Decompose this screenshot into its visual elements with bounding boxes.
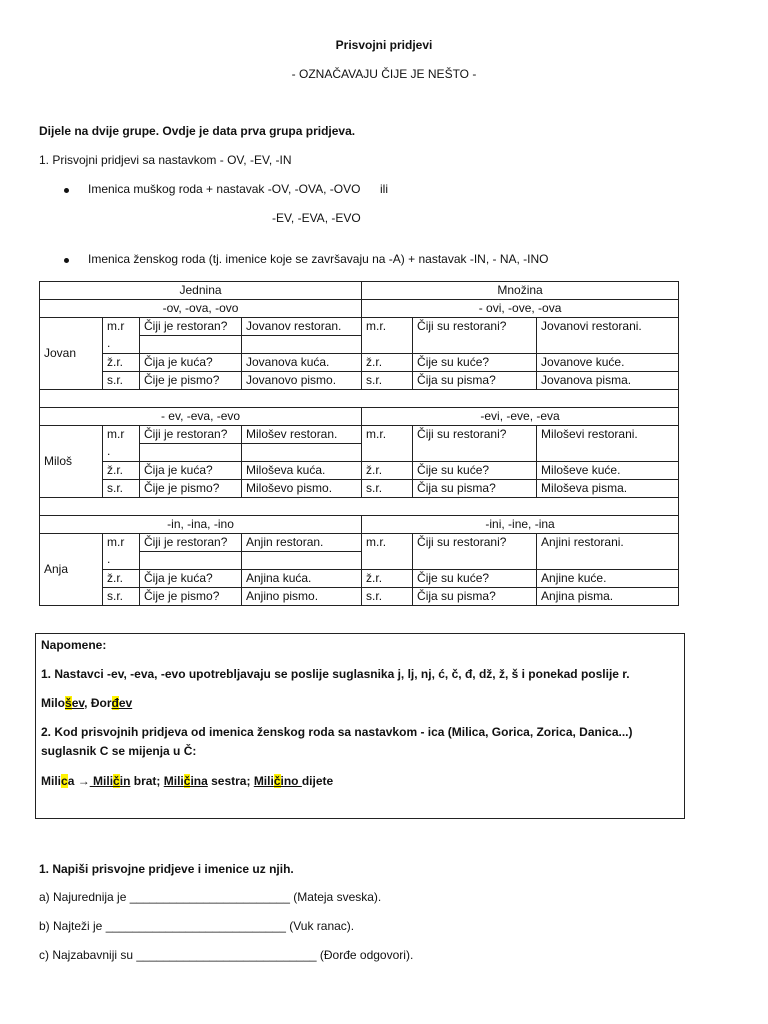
plural-gender-cell: ž.r. bbox=[362, 462, 413, 480]
notes-box bbox=[35, 633, 685, 819]
notes-heading: Napomene: bbox=[41, 638, 107, 652]
question-cell: Čija je kuća? bbox=[140, 354, 242, 372]
suffix-row bbox=[40, 300, 679, 318]
plural-question-cell: Čiji su restorani? bbox=[413, 534, 537, 570]
table-row bbox=[40, 372, 679, 390]
gender-cell: s.r. bbox=[103, 588, 140, 606]
gender-cell: ž.r. bbox=[103, 462, 140, 480]
spacer-row bbox=[40, 498, 679, 516]
singular-suffix: -in, -ina, -ino bbox=[40, 516, 362, 534]
plural-gender-cell: ž.r. bbox=[362, 570, 413, 588]
plural-answer-cell: Miloševi restorani. bbox=[537, 426, 679, 462]
plural-gender-cell: m.r. bbox=[362, 318, 413, 354]
plural-question-cell: Čije su kuće? bbox=[413, 354, 537, 372]
gender-cell: ž.r. bbox=[103, 354, 140, 372]
plural-answer-cell: Miloševe kuće. bbox=[537, 462, 679, 480]
answer-cell: Jovanovo pismo. bbox=[242, 372, 362, 390]
table-row bbox=[40, 588, 679, 606]
table-row bbox=[40, 480, 679, 498]
plural-suffix: - ovi, -ove, -ova bbox=[362, 300, 679, 318]
plural-gender-cell: m.r. bbox=[362, 534, 413, 570]
question-cell: Čiji je restoran? bbox=[140, 426, 242, 444]
plural-gender-cell: s.r. bbox=[362, 588, 413, 606]
exercise-title: 1. Napiši prisvojne pridjeve i imenice uz njih. bbox=[39, 862, 294, 876]
plural-answer-cell: Jovanovi restorani. bbox=[537, 318, 679, 354]
gender-cell: m.r . bbox=[103, 426, 140, 462]
gender-cell: ž.r. bbox=[103, 570, 140, 588]
exercise-c: c) Najzabavniji su ___________________________ (Đorđe odgovori). bbox=[39, 948, 414, 962]
bullet-masculine-alt: -EV, -EVA, -EVO bbox=[272, 211, 361, 225]
table-row bbox=[40, 570, 679, 588]
declension-table bbox=[39, 281, 679, 606]
plural-question-cell: Čija su pisma? bbox=[413, 480, 537, 498]
plural-gender-cell: s.r. bbox=[362, 372, 413, 390]
answer-cell: Jovanov restoran. bbox=[242, 318, 362, 336]
table-row bbox=[40, 354, 679, 372]
singular-suffix: - ev, -eva, -evo bbox=[40, 408, 362, 426]
noun-name: Anja bbox=[40, 534, 103, 606]
question-cell: Čiji je restoran? bbox=[140, 534, 242, 552]
gender-cell: m.r . bbox=[103, 534, 140, 570]
answer-cell: Anjino pismo. bbox=[242, 588, 362, 606]
singular-suffix: -ov, -ova, -ovo bbox=[40, 300, 362, 318]
gender-cell: s.r. bbox=[103, 372, 140, 390]
note-1: 1. Nastavci -ev, -eva, -evo upotrebljavaju se poslije suglasnika j, lj, nj, ć, č, đ, dž, ž, š i ponekad poslije r. bbox=[41, 667, 630, 681]
answer-cell: Jovanova kuća. bbox=[242, 354, 362, 372]
exercise-b: b) Najteži je ___________________________ (Vuk ranac). bbox=[39, 919, 355, 933]
answer-cell: Miloševo pismo. bbox=[242, 480, 362, 498]
answer-cell: Anjina kuća. bbox=[242, 570, 362, 588]
plural-answer-cell: Anjina pisma. bbox=[537, 588, 679, 606]
plural-answer-cell: Jovanova pisma. bbox=[537, 372, 679, 390]
section-heading: 1. Prisvojni pridjevi sa nastavkom - OV, -EV, -IN bbox=[39, 153, 292, 167]
plural-question-cell: Čiji su restorani? bbox=[413, 426, 537, 462]
question-cell: Čija je kuća? bbox=[140, 570, 242, 588]
plural-answer-cell: Anjini restorani. bbox=[537, 534, 679, 570]
table-row bbox=[40, 426, 679, 444]
note-2-line1: 2. Kod prisvojnih pridjeva od imenica ženskog roda sa nastavkom - ica (Milica, Gorica, Zorica, Danica...) bbox=[41, 725, 633, 739]
table-row bbox=[40, 318, 679, 336]
gender-cell: m.r . bbox=[103, 318, 140, 354]
noun-name: Jovan bbox=[40, 318, 103, 390]
noun-name: Miloš bbox=[40, 426, 103, 498]
note-1-example: Milošev, Đorđev bbox=[41, 696, 133, 710]
exercise-a: a) Najurednija je ________________________ (Mateja sveska). bbox=[39, 890, 382, 904]
header-singular: Jednina bbox=[40, 282, 362, 300]
question-cell: Čije je pismo? bbox=[140, 588, 242, 606]
page-subtitle: - OZNAČAVAJU ČIJE JE NEŠTO - bbox=[291, 67, 477, 81]
spacer-row bbox=[40, 390, 679, 408]
bullet-masculine: Imenica muškog roda + nastavak -OV, -OVA, -OVO bbox=[88, 182, 361, 196]
question-cell: Čija je kuća? bbox=[140, 462, 242, 480]
note-2-line2: suglasnik C se mijenja u Č: bbox=[41, 744, 197, 758]
plural-question-cell: Čiji su restorani? bbox=[413, 318, 537, 354]
plural-gender-cell: ž.r. bbox=[362, 354, 413, 372]
arrow-icon: → bbox=[77, 774, 90, 788]
bullet-or: ili bbox=[380, 182, 388, 196]
header-plural: Množina bbox=[362, 282, 679, 300]
suffix-row bbox=[40, 516, 679, 534]
plural-suffix: -ini, -ine, -ina bbox=[362, 516, 679, 534]
question-cell: Čiji je restoran? bbox=[140, 318, 242, 336]
answer-cell: Milošev restoran. bbox=[242, 426, 362, 444]
suffix-row bbox=[40, 408, 679, 426]
table-header-row bbox=[40, 282, 679, 300]
answer-cell: Anjin restoran. bbox=[242, 534, 362, 552]
plural-gender-cell: m.r. bbox=[362, 426, 413, 462]
plural-question-cell: Čija su pisma? bbox=[413, 372, 537, 390]
question-cell: Čije je pismo? bbox=[140, 480, 242, 498]
plural-question-cell: Čije su kuće? bbox=[413, 570, 537, 588]
bullet-dot bbox=[64, 258, 69, 263]
table-row bbox=[40, 534, 679, 552]
plural-suffix: -evi, -eve, -eva bbox=[362, 408, 679, 426]
answer-cell: Miloševa kuća. bbox=[242, 462, 362, 480]
gender-cell: s.r. bbox=[103, 480, 140, 498]
note-2-example: Milica → Miličin brat; Miličina sestra; Miličino dijete bbox=[41, 774, 334, 788]
plural-answer-cell: Anjine kuće. bbox=[537, 570, 679, 588]
plural-answer-cell: Jovanove kuće. bbox=[537, 354, 679, 372]
plural-gender-cell: s.r. bbox=[362, 480, 413, 498]
intro-text: Dijele na dvije grupe. Ovdje je data prva grupa pridjeva. bbox=[39, 124, 356, 138]
page-title: Prisvojni pridjevi bbox=[335, 38, 433, 52]
question-cell: Čije je pismo? bbox=[140, 372, 242, 390]
bullet-dot bbox=[64, 188, 69, 193]
plural-answer-cell: Miloševa pisma. bbox=[537, 480, 679, 498]
table-row bbox=[40, 462, 679, 480]
plural-question-cell: Čije su kuće? bbox=[413, 462, 537, 480]
plural-question-cell: Čija su pisma? bbox=[413, 588, 537, 606]
bullet-feminine: Imenica ženskog roda (tj. imenice koje se završavaju na -A) + nastavak -IN, - NA, -INO bbox=[88, 252, 549, 266]
